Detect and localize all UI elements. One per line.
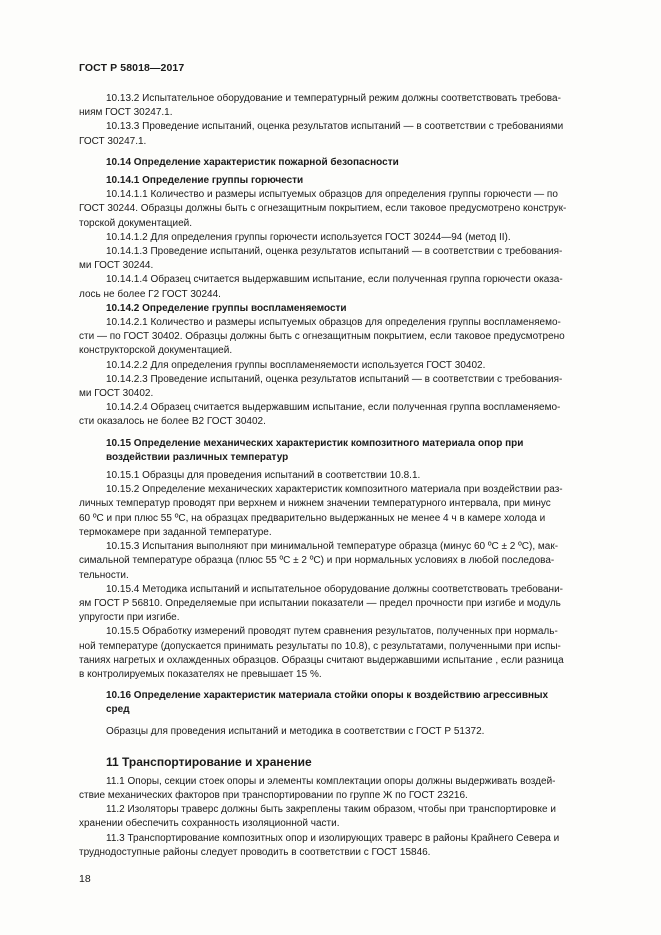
paragraph-10-15-3-cont2: тельности. <box>79 569 129 581</box>
paragraph-10-14-2-2: 10.14.2.2 Для определения группы воспламеняемости используется ГОСТ 30402. <box>106 359 486 371</box>
paragraph-10-15-2: 10.15.2 Определение механических характеристик композитного материала при воздействии раз- <box>106 484 563 496</box>
heading-10-14: 10.14 Определение характеристик пожарной безопасности <box>106 156 399 168</box>
paragraph-10-15-3: 10.15.3 Испытания выполняют при минимальной температуре образца (минус 60 ºС ± 2 ºС), мак- <box>106 541 559 553</box>
paragraph-10-15-4: 10.15.4 Методика испытаний и испытательное оборудование должны соответствовать требовани- <box>106 583 563 595</box>
paragraph-10-15-5-cont3: в контролируемых показателях не превышает 15 %. <box>79 668 322 680</box>
heading-10-16-cont: сред <box>106 704 130 716</box>
paragraph-10-15-5-cont: ной температуре (допускается принимать результаты по 10.8), с результатами, полученными при испы- <box>79 640 561 652</box>
paragraph-10-15-5: 10.15.5 Обработку измерений проводят путем сравнения результатов, полученных при нормаль- <box>106 626 558 638</box>
paragraph-10-15-2-cont2: 60 ºС и при плюс 55 ºС, на образцах предварительно выдержанных не менее 4 ч в камере холода и <box>79 512 546 524</box>
paragraph-10-14-2-1-cont: сти — по ГОСТ 30402. Образцы должны быть с огнезащитным покрытием, если таковое предусмотрено <box>79 331 565 343</box>
document-header: ГОСТ Р 58018—2017 <box>79 62 185 74</box>
paragraph-10-13-3: 10.13.3 Проведение испытаний, оценка результатов испытаний — в соответствии с требованиями <box>106 121 564 133</box>
paragraph-11-2: 11.2 Изоляторы траверс должны быть закреплены таким образом, чтобы при транспортировке и <box>106 804 556 816</box>
paragraph-10-15-5-cont2: таниях нагретых и охлажденных образцов. Образцы считают выдержавшими испытание , если разница <box>79 654 564 666</box>
paragraph-11-1-cont: ствие механических факторов при транспортировании по группе Ж по ГОСТ 23216. <box>79 789 468 801</box>
paragraph-10-14-2-4: 10.14.2.4 Образец считается выдержавшим испытание, если полученная группа воспламеняемо- <box>106 402 561 414</box>
paragraph-10-14-1-1-cont2: торской документацией. <box>79 217 193 229</box>
paragraph-10-14-1-1-cont: ГОСТ 30244. Образцы должны быть с огнезащитным покрытием, если таковое предусмотрено конструк- <box>79 203 567 215</box>
paragraph-10-16: Образцы для проведения испытаний и методика в соответствии с ГОСТ Р 51372. <box>106 725 485 737</box>
heading-10-15: 10.15 Определение механических характеристик композитного материала опор при <box>106 437 524 449</box>
paragraph-10-14-2-3: 10.14.2.3 Проведение испытаний, оценка результатов испытаний — в соответствии с требования- <box>106 373 563 385</box>
paragraph-10-15-4-cont2: упругости при изгибе. <box>79 612 180 624</box>
paragraph-10-15-3-cont: симальной температуре образца (плюс 55 ºС ± 2 ºС) и при нормальных условиях в любой последова- <box>79 555 555 567</box>
paragraph-10-14-2-3-cont: ми ГОСТ 30402. <box>79 388 154 400</box>
paragraph-10-15-2-cont3: термокамере при заданной температуре. <box>79 526 272 538</box>
heading-10-14-1: 10.14.1 Определение группы горючести <box>106 175 304 187</box>
paragraph-10-14-1-3: 10.14.1.3 Проведение испытаний, оценка результатов испытаний — в соответствии с требования- <box>106 246 563 258</box>
page-body <box>79 92 621 860</box>
paragraph-10-14-1-2: 10.14.1.2 Для определения группы горючести используется ГОСТ 30244—94 (метод II). <box>106 231 511 243</box>
paragraph-10-14-1-1: 10.14.1.1 Количество и размеры испытуемых образцов для определения группы горючести — по <box>106 189 558 201</box>
paragraph-10-13-3-cont: ГОСТ 30247.1. <box>79 135 147 147</box>
heading-10-15-cont: воздействии различных температур <box>106 451 289 463</box>
paragraph-10-15-4-cont: ям ГОСТ Р 56810. Определяемые при испытании показатели — предел прочности при изгибе и модуль <box>79 597 561 609</box>
paragraph-10-14-2-4-cont: сти оказалось не более В2 ГОСТ 30402. <box>79 416 266 428</box>
paragraph-11-1: 11.1 Опоры, секции стоек опоры и элементы комплектации опоры должны выдерживать воздей- <box>106 775 556 787</box>
section-heading-11: 11 Транспортирование и хранение <box>106 754 312 769</box>
paragraph-11-3-cont: труднодоступные районы следует проводить в соответствии с ГОСТ 15846. <box>79 846 431 858</box>
paragraph-10-14-1-4-cont: лось не более Г2 ГОСТ 30244. <box>79 288 221 300</box>
page-number: 18 <box>79 873 91 885</box>
paragraph-10-14-1-4: 10.14.1.4 Образец считается выдержавшим испытание, если полученная группа горючести оказа- <box>106 274 563 286</box>
paragraph-10-14-2-1: 10.14.2.1 Количество и размеры испытуемых образцов для определения группы воспламеняемо- <box>106 317 561 329</box>
paragraph-10-15-2-cont: личных температур проводят при верхнем и нижнем значении температурного интервала, при минус <box>79 498 551 510</box>
heading-10-14-2: 10.14.2 Определение группы воспламеняемости <box>106 302 347 314</box>
paragraph-11-3: 11.3 Транспортирование композитных опор и изолирующих траверс в районы Крайнего Севера и <box>106 832 560 844</box>
paragraph-10-13-2: 10.13.2 Испытательное оборудование и температурный режим должны соответствовать требова- <box>106 93 561 104</box>
paragraph-10-14-2-1-cont2: конструкторской документацией. <box>79 345 233 357</box>
paragraph-10-13-2-cont: ниям ГОСТ 30247.1. <box>79 107 173 119</box>
heading-10-16: 10.16 Определение характеристик материала стойки опоры к воздействию агрессивных <box>106 690 549 702</box>
paragraph-10-14-1-3-cont: ми ГОСТ 30244. <box>79 260 154 272</box>
paragraph-11-2-cont: хранении обеспечить сохранность изоляционной части. <box>79 818 340 830</box>
paragraph-10-15-1: 10.15.1 Образцы для проведения испытаний в соответствии 10.8.1. <box>106 470 421 482</box>
